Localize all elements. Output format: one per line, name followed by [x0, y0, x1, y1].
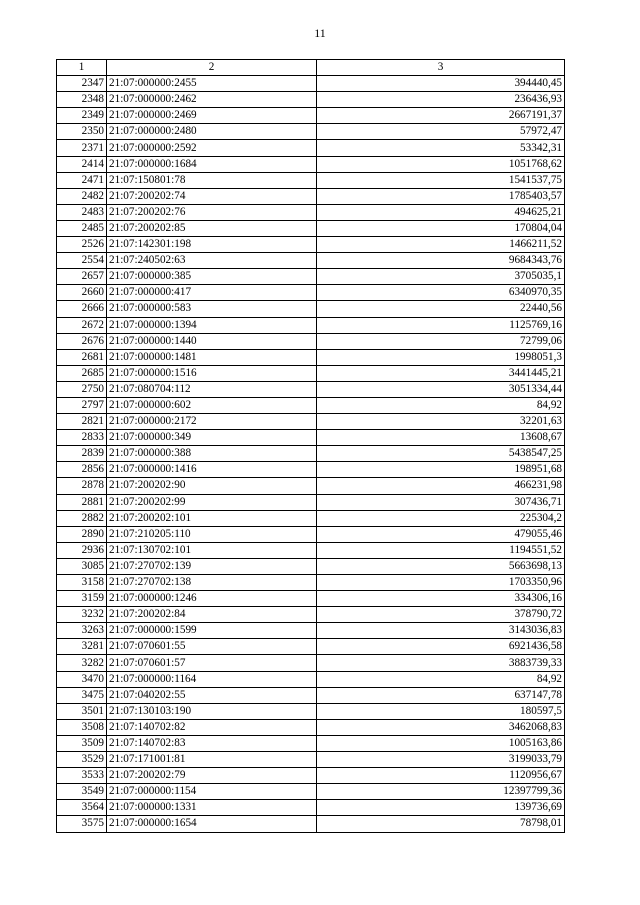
table-header [57, 60, 565, 76]
cadastral-number-cell: 21:07:200202:90 [107, 478, 317, 494]
value-cell: 5663698,13 [317, 558, 565, 574]
cadastral-number-cell: 21:07:000000:1164 [107, 671, 317, 687]
value-cell: 2667191,37 [317, 108, 565, 124]
value-cell: 1005163,86 [317, 735, 565, 751]
table-row [57, 397, 565, 413]
row-number-cell: 2349 [57, 108, 107, 124]
table-row [57, 671, 565, 687]
table-row [57, 607, 565, 623]
table-row [57, 558, 565, 574]
value-cell: 32201,63 [317, 414, 565, 430]
table-row [57, 76, 565, 92]
row-number-cell: 2657 [57, 269, 107, 285]
table-row [57, 253, 565, 269]
table-row [57, 220, 565, 236]
row-number-cell: 2371 [57, 140, 107, 156]
value-cell: 6921436,58 [317, 639, 565, 655]
cadastral-number-cell: 21:07:150801:78 [107, 172, 317, 188]
value-cell: 9684343,76 [317, 253, 565, 269]
value-cell: 6340970,35 [317, 285, 565, 301]
value-cell: 139736,69 [317, 800, 565, 816]
cadastral-number-cell: 21:07:200202:85 [107, 220, 317, 236]
value-cell: 198951,68 [317, 462, 565, 478]
row-number-cell: 2348 [57, 92, 107, 108]
value-cell: 466231,98 [317, 478, 565, 494]
row-number-cell: 2878 [57, 478, 107, 494]
table-row [57, 623, 565, 639]
cadastral-number-cell: 21:07:130702:101 [107, 542, 317, 558]
value-cell: 3705035,1 [317, 269, 565, 285]
row-number-cell: 2414 [57, 156, 107, 172]
row-number-cell: 2797 [57, 397, 107, 413]
value-cell: 3143036,83 [317, 623, 565, 639]
row-number-cell: 3475 [57, 687, 107, 703]
header-cell-1: 1 [57, 60, 107, 76]
table-row [57, 317, 565, 333]
table-row [57, 816, 565, 832]
cadastral-number-cell: 21:07:000000:2462 [107, 92, 317, 108]
value-cell: 1120956,67 [317, 768, 565, 784]
row-number-cell: 2882 [57, 510, 107, 526]
cadastral-number-cell: 21:07:000000:385 [107, 269, 317, 285]
row-number-cell: 2485 [57, 220, 107, 236]
cadastral-number-cell: 21:07:200202:79 [107, 768, 317, 784]
cadastral-number-cell: 21:07:000000:1684 [107, 156, 317, 172]
table-row [57, 140, 565, 156]
value-cell: 170804,04 [317, 220, 565, 236]
table-row [57, 349, 565, 365]
value-cell: 1785403,57 [317, 188, 565, 204]
row-number-cell: 2666 [57, 301, 107, 317]
table-row [57, 156, 565, 172]
value-cell: 84,92 [317, 397, 565, 413]
cadastral-number-cell: 21:07:000000:1154 [107, 784, 317, 800]
row-number-cell: 2526 [57, 237, 107, 253]
cadastral-number-cell: 21:07:000000:1246 [107, 591, 317, 607]
row-number-cell: 2350 [57, 124, 107, 140]
table-row [57, 735, 565, 751]
table-row [57, 494, 565, 510]
row-number-cell: 2660 [57, 285, 107, 301]
cadastral-number-cell: 21:07:240502:63 [107, 253, 317, 269]
table-row [57, 655, 565, 671]
value-cell: 1466211,52 [317, 237, 565, 253]
table-row [57, 703, 565, 719]
table-row [57, 92, 565, 108]
value-cell: 3199033,79 [317, 752, 565, 768]
cadastral-number-cell: 21:07:130103:190 [107, 703, 317, 719]
value-cell: 236436,93 [317, 92, 565, 108]
row-number-cell: 2685 [57, 365, 107, 381]
table-row [57, 108, 565, 124]
row-number-cell: 3282 [57, 655, 107, 671]
table-row [57, 365, 565, 381]
table-row [57, 188, 565, 204]
value-cell: 13608,67 [317, 430, 565, 446]
table-row [57, 462, 565, 478]
value-cell: 84,92 [317, 671, 565, 687]
row-number-cell: 3470 [57, 671, 107, 687]
row-number-cell: 3533 [57, 768, 107, 784]
cadastral-number-cell: 21:07:200202:99 [107, 494, 317, 510]
row-number-cell: 3263 [57, 623, 107, 639]
table-row [57, 768, 565, 784]
value-cell: 479055,46 [317, 526, 565, 542]
table-row [57, 510, 565, 526]
cadastral-number-cell: 21:07:000000:1440 [107, 333, 317, 349]
table-row [57, 800, 565, 816]
row-number-cell: 3159 [57, 591, 107, 607]
cadastral-number-cell: 21:07:040202:55 [107, 687, 317, 703]
table-row [57, 687, 565, 703]
table-row [57, 591, 565, 607]
value-cell: 225304,2 [317, 510, 565, 526]
table-row [57, 204, 565, 220]
row-number-cell: 2672 [57, 317, 107, 333]
cadastral-number-cell: 21:07:000000:602 [107, 397, 317, 413]
value-cell: 394440,45 [317, 76, 565, 92]
cadastral-number-cell: 21:07:000000:388 [107, 446, 317, 462]
value-cell: 3441445,21 [317, 365, 565, 381]
cadastral-number-cell: 21:07:000000:1599 [107, 623, 317, 639]
cadastral-number-cell: 21:07:200202:84 [107, 607, 317, 623]
value-cell: 3462068,83 [317, 719, 565, 735]
table-row [57, 124, 565, 140]
table-row [57, 526, 565, 542]
cadastral-number-cell: 21:07:000000:1394 [107, 317, 317, 333]
cadastral-number-cell: 21:07:210205:110 [107, 526, 317, 542]
value-cell: 307436,71 [317, 494, 565, 510]
cadastral-number-cell: 21:07:000000:583 [107, 301, 317, 317]
cadastral-number-cell: 21:07:000000:1516 [107, 365, 317, 381]
row-number-cell: 3085 [57, 558, 107, 574]
header-row [57, 60, 565, 76]
value-cell: 72799,06 [317, 333, 565, 349]
cadastral-number-cell: 21:07:000000:349 [107, 430, 317, 446]
row-number-cell: 2471 [57, 172, 107, 188]
row-number-cell: 2881 [57, 494, 107, 510]
table-row [57, 414, 565, 430]
table-row [57, 784, 565, 800]
row-number-cell: 2482 [57, 188, 107, 204]
header-cell-3: 3 [317, 60, 565, 76]
cadastral-number-cell: 21:07:000000:2172 [107, 414, 317, 430]
header-cell-2: 2 [107, 60, 317, 76]
cadastral-number-cell: 21:07:000000:1331 [107, 800, 317, 816]
value-cell: 378790,72 [317, 607, 565, 623]
table-row [57, 333, 565, 349]
row-number-cell: 3501 [57, 703, 107, 719]
row-number-cell: 2554 [57, 253, 107, 269]
value-cell: 78798,01 [317, 816, 565, 832]
value-cell: 5438547,25 [317, 446, 565, 462]
cadastral-number-cell: 21:07:171001:81 [107, 752, 317, 768]
table-body [57, 76, 565, 832]
row-number-cell: 2676 [57, 333, 107, 349]
cadastral-number-cell: 21:07:070601:55 [107, 639, 317, 655]
table-row [57, 285, 565, 301]
row-number-cell: 3509 [57, 735, 107, 751]
row-number-cell: 2936 [57, 542, 107, 558]
cadastral-number-cell: 21:07:000000:2455 [107, 76, 317, 92]
table-row [57, 446, 565, 462]
cadastral-number-cell: 21:07:000000:1654 [107, 816, 317, 832]
table-row [57, 269, 565, 285]
value-cell: 1998051,3 [317, 349, 565, 365]
value-cell: 1703350,96 [317, 575, 565, 591]
page-number: 11 [314, 26, 326, 40]
cadastral-number-cell: 21:07:000000:417 [107, 285, 317, 301]
cadastral-number-cell: 21:07:000000:2469 [107, 108, 317, 124]
cadastral-number-cell: 21:07:000000:1416 [107, 462, 317, 478]
table-row [57, 639, 565, 655]
row-number-cell: 2681 [57, 349, 107, 365]
row-number-cell: 2750 [57, 381, 107, 397]
table-row [57, 719, 565, 735]
cadastral-number-cell: 21:07:270702:138 [107, 575, 317, 591]
cadastral-number-cell: 21:07:000000:2592 [107, 140, 317, 156]
value-cell: 637147,78 [317, 687, 565, 703]
table-row [57, 172, 565, 188]
row-number-cell: 3508 [57, 719, 107, 735]
value-cell: 3883739,33 [317, 655, 565, 671]
value-cell: 1194551,52 [317, 542, 565, 558]
value-cell: 334306,16 [317, 591, 565, 607]
cadastral-number-cell: 21:07:080704:112 [107, 381, 317, 397]
value-cell: 22440,56 [317, 301, 565, 317]
row-number-cell: 2839 [57, 446, 107, 462]
value-cell: 57972,47 [317, 124, 565, 140]
value-cell: 1051768,62 [317, 156, 565, 172]
row-number-cell: 3549 [57, 784, 107, 800]
value-cell: 3051334,44 [317, 381, 565, 397]
cadastral-number-cell: 21:07:000000:2480 [107, 124, 317, 140]
table-row [57, 575, 565, 591]
table-row [57, 430, 565, 446]
row-number-cell: 2483 [57, 204, 107, 220]
row-number-cell: 3232 [57, 607, 107, 623]
cadastral-number-cell: 21:07:142301:198 [107, 237, 317, 253]
row-number-cell: 2856 [57, 462, 107, 478]
row-number-cell: 3158 [57, 575, 107, 591]
row-number-cell: 2347 [57, 76, 107, 92]
value-cell: 1541537,75 [317, 172, 565, 188]
table-row [57, 542, 565, 558]
value-cell: 53342,31 [317, 140, 565, 156]
table-row [57, 752, 565, 768]
row-number-cell: 2890 [57, 526, 107, 542]
row-number-cell: 3529 [57, 752, 107, 768]
table-row [57, 301, 565, 317]
cadastral-number-cell: 21:07:270702:139 [107, 558, 317, 574]
cadastral-number-cell: 21:07:200202:76 [107, 204, 317, 220]
cadastral-number-cell: 21:07:140702:82 [107, 719, 317, 735]
data-table [56, 59, 565, 833]
cadastral-number-cell: 21:07:070601:57 [107, 655, 317, 671]
table-row [57, 381, 565, 397]
value-cell: 12397799,36 [317, 784, 565, 800]
row-number-cell: 3281 [57, 639, 107, 655]
table-row [57, 478, 565, 494]
cadastral-number-cell: 21:07:200202:101 [107, 510, 317, 526]
cadastral-number-cell: 21:07:000000:1481 [107, 349, 317, 365]
row-number-cell: 2821 [57, 414, 107, 430]
row-number-cell: 3575 [57, 816, 107, 832]
cadastral-number-cell: 21:07:200202:74 [107, 188, 317, 204]
row-number-cell: 2833 [57, 430, 107, 446]
table-row [57, 237, 565, 253]
row-number-cell: 3564 [57, 800, 107, 816]
cadastral-number-cell: 21:07:140702:83 [107, 735, 317, 751]
value-cell: 180597,5 [317, 703, 565, 719]
value-cell: 1125769,16 [317, 317, 565, 333]
value-cell: 494625,21 [317, 204, 565, 220]
